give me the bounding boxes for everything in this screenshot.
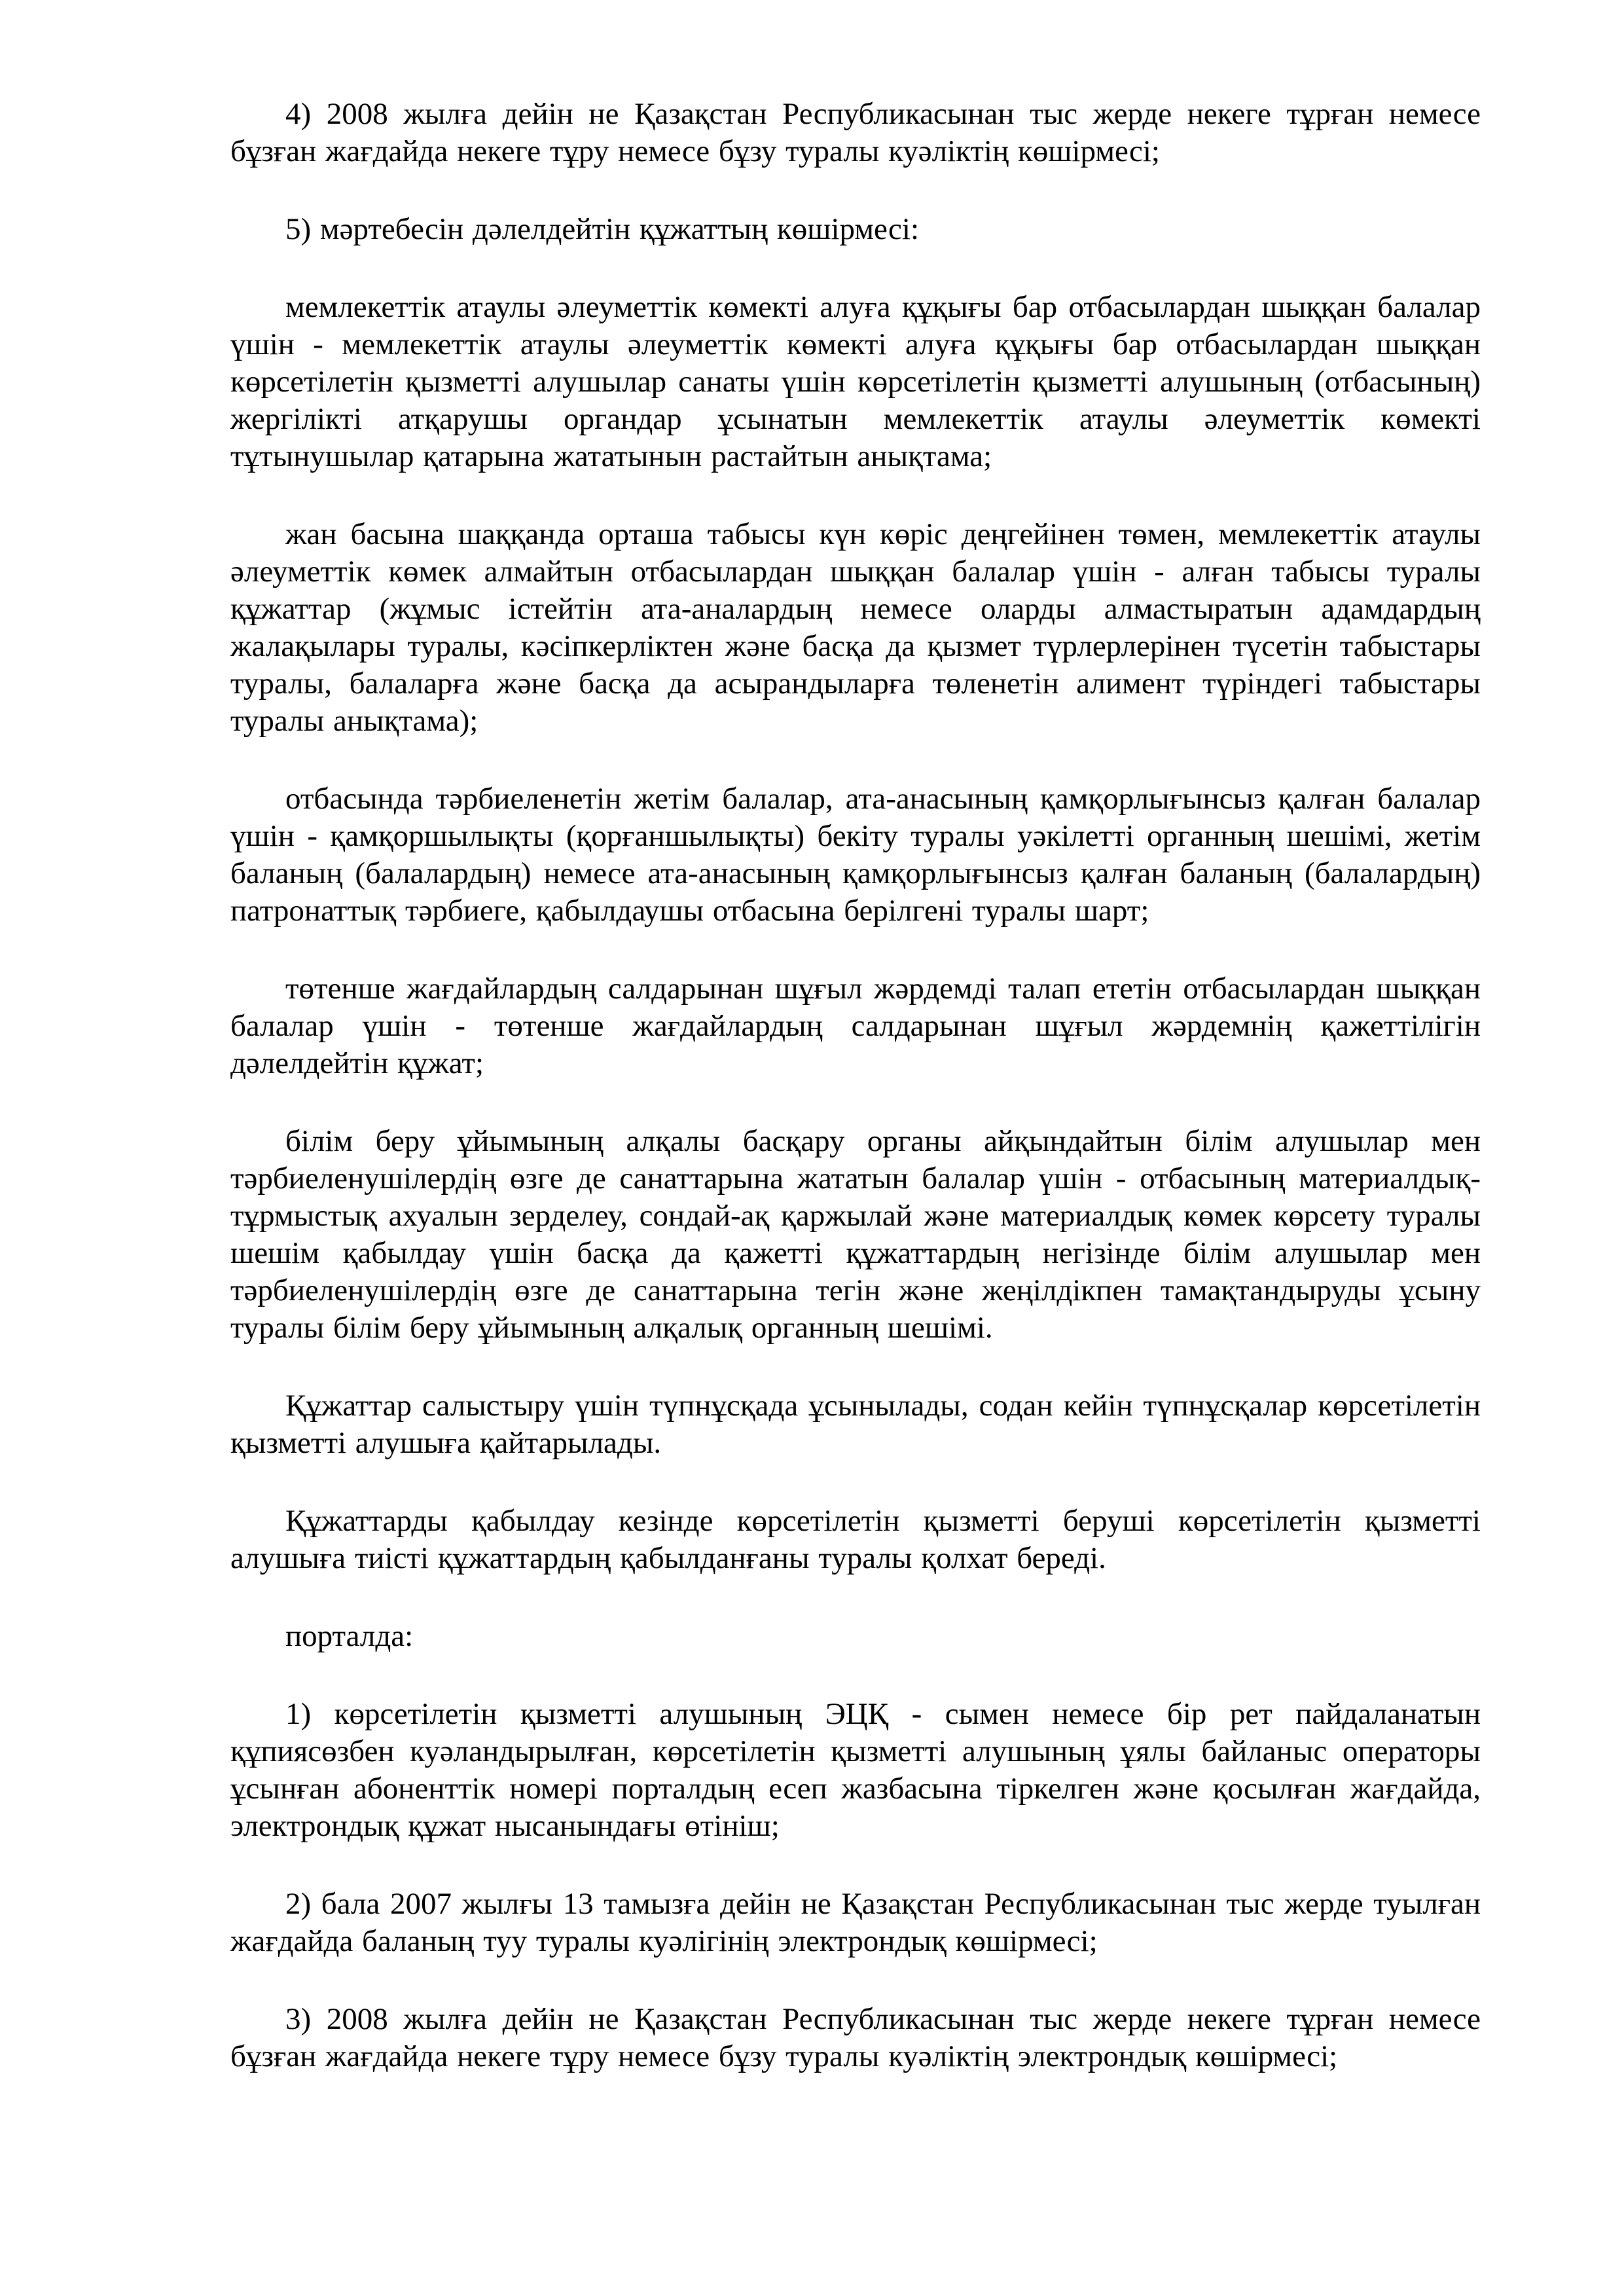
- document-text-block: [230, 96, 1481, 2075]
- paragraph-portal-heading: порталда:: [285, 1619, 414, 1653]
- paragraph-receipt-issued: Құжаттарды қабылдау кезінде көрсетілетін қызметті беруші көрсетілетін қызметті алушыға тиісті құжаттардың қабылданғаны туралы қолхат береді.: [230, 1504, 1481, 1575]
- paragraph-portal-item-3: 3) 2008 жылға дейін не Қазақстан Республикасынан тыс жерде некеге тұрған немесе бұзған жағдайда некеге тұру немесе бұзу туралы куәліктің электрондық көшірмесі;: [230, 2002, 1481, 2073]
- paragraph-orphan-children: отбасында тәрбиеленетін жетім балалар, ата-анасының қамқорлығынсыз қалған балалар үшін - қамқоршылықты (қорғаншылықты) бекіту туралы уәкілетті органның шешімі, жетім баланың (балалардың) немесе ата-анасының қамқорлығынсыз қалған баланың (балалардың) патронаттық тәрбиеге, қабылдаушы отбасына берілгені туралы шарт;: [230, 782, 1481, 928]
- paragraph-other-categories: білім беру ұйымының алқалы басқару органы айқындайтын білім алушылар мен тәрбиеленушілердің өзге де санаттарына жататын балалар үшін - отбасының материалдық-тұрмыстық ахуалын зерделеу, сондай-ақ қаржылай және материалдық көмек көрсету туралы шешім қабылдау үшін басқа да қажетті құжаттардың негізінде білім алушылар мен тәрбиеленушілердің өзге де санаттарына тегін және жеңілдікпен тамақтандыруды ұсыну туралы білім беру ұйымының алқалық органның шешімі.: [230, 1124, 1481, 1345]
- paragraph-low-income-families: жан басына шаққанда орташа табысы күн көріс деңгейінен төмен, мемлекеттік атаулы әлеуметтік көмек алмайтын отбасылардан шыққан балалар үшін - алған табысы туралы құжаттар (жұмыс істейтін ата-аналардың немесе оларды алмастыратын адамдардың жалақылары туралы, кәсіпкерліктен және басқа да қызмет түрлерлерінен түсетін табыстары туралы, балаларға және басқа да асырандыларға төленетін алимент түріндегі табыстары туралы анықтама);: [230, 517, 1481, 738]
- paragraph-item-5: 5) мәртебесін дәлелдейтін құжаттың көшірмесі:: [285, 212, 920, 246]
- paragraph-emergency-families: төтенше жағдайлардың салдарынан шұғыл жәрдемді талап ететін отбасылардан шыққан балалар үшін - төтенше жағдайлардың салдарынан шұғыл жәрдемнің қажеттілігін дәлелдейтін құжат;: [230, 972, 1481, 1080]
- paragraph-portal-item-1: 1) көрсетілетін қызметті алушының ЭЦҚ - сымен немесе бір рет пайдаланатын құпиясөзбен куәландырылған, көрсетілетін қызметті алушының ұялы байланыс операторы ұсынған абоненттік номері порталдың есеп жазбасына тіркелген және қосылған жағдайда, электрондық құжат нысанындағы өтініш;: [230, 1697, 1481, 1843]
- paragraph-item-4: 4) 2008 жылға дейін не Қазақстан Республикасынан тыс жерде некеге тұрған немесе бұзған жағдайда некеге тұру немесе бұзу туралы куәліктің көшірмесі;: [230, 97, 1481, 168]
- paragraph-state-targeted-aid: мемлекеттік атаулы әлеуметтік көмекті алуға құқығы бар отбасылардан шыққан балалар үшін - мемлекеттік атаулы әлеуметтік көмекті алуға құқығы бар отбасылардан шыққан көрсетілетін қызметті алушылар санаты үшін көрсетілетін қызметті алушының (отбасының) жергілікті атқарушы органдар ұсынатын мемлекеттік атаулы әлеуметтік көмекті тұтынушылар қатарына жататынын растайтын анықтама;: [230, 290, 1481, 473]
- paragraph-portal-item-2: 2) бала 2007 жылғы 13 тамызға дейін не Қазақстан Республикасынан тыс жерде туылған жағдайда баланың туу туралы куәлігінің электрондық көшірмесі;: [230, 1887, 1481, 1958]
- paragraph-originals-returned: Құжаттар салыстыру үшін түпнұсқада ұсынылады, содан кейін түпнұсқалар көрсетілетін қызметті алушыға қайтарылады.: [230, 1389, 1481, 1460]
